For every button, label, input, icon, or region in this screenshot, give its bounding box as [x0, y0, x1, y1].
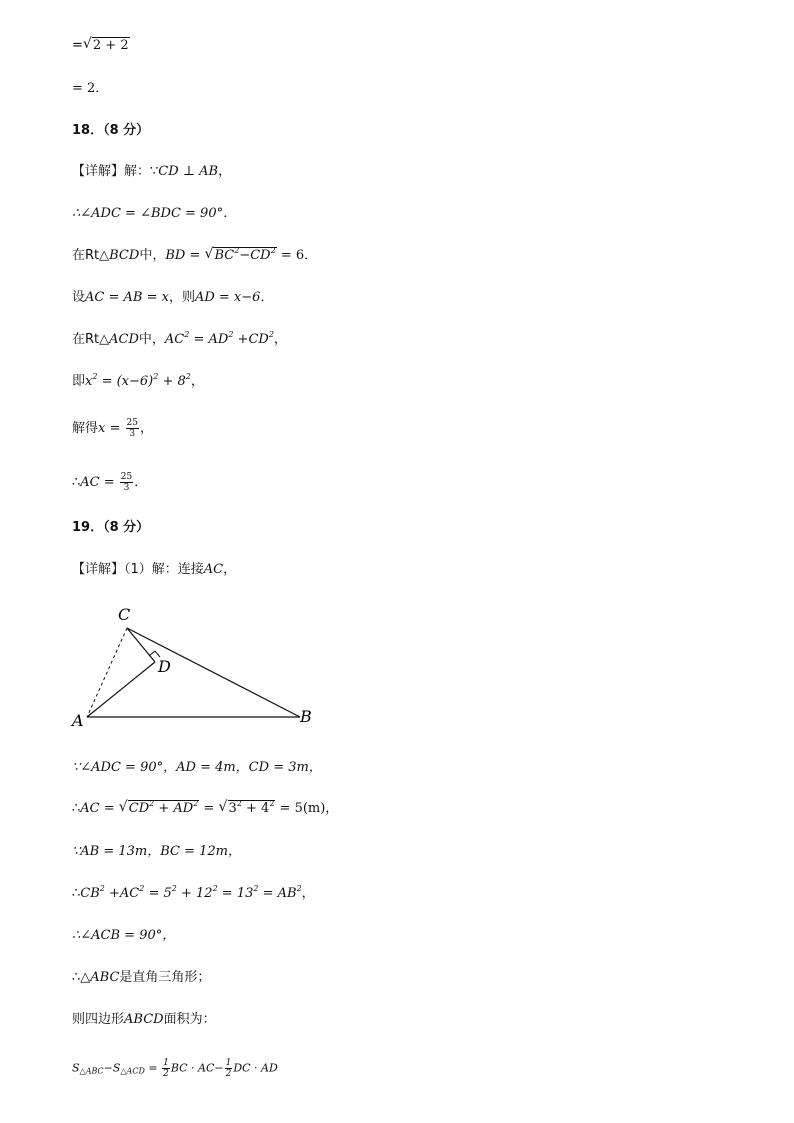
- q19-step-5: $\therefore CB^2 +AC^2 = 5^2 + 12^2 = 13^2 = AB^2$，: [72, 884, 315, 901]
- q19-step-3: ∴AC = √ $CD^2 + AD^2$ = √ $3^2 + 4^2 = 5(m)$，: [72, 801, 338, 817]
- vertex-label-c: C: [118, 605, 131, 624]
- q19-step-7: ∴△ABC是直角三角形；: [72, 970, 211, 985]
- q18-step-6: 即$x^2 = (x-6)^2 + 8^2$，: [72, 372, 204, 389]
- vertex-label-b: B: [300, 707, 312, 726]
- question-19-header: 19．（8 分）: [72, 520, 150, 535]
- q18-step-4: 设AC = AB = x，则AD = x−6．: [72, 290, 274, 305]
- q19-step-2: ∵∠ADC = 90°，AD = 4m，CD = 3m，: [72, 760, 322, 775]
- eq-line-1: =√ 2 + 2: [72, 38, 130, 54]
- q19-step-6: ∴∠ACB = 90°，: [72, 928, 176, 943]
- q18-step-8: ∴AC = $\frac{25}{3}$ ．: [72, 472, 148, 493]
- q18-step-5: 在Rt△ACD中，$AC^2 = AD^2 +CD^2$，: [72, 330, 287, 347]
- vertex-label-a: A: [72, 711, 84, 730]
- eq-line-2: = 2．: [72, 81, 109, 96]
- vertex-label-d: D: [158, 657, 171, 676]
- q18-step-1: 【详解】解：∵CD ⊥ AB，: [72, 164, 232, 179]
- triangle-figure: [60, 600, 330, 740]
- q18-step-3: 在Rt△BCD中，BD = √ $BC^2-CD^2 = 6$．: [72, 248, 317, 264]
- segment-cd: [127, 628, 155, 662]
- segment-da: [87, 662, 155, 717]
- segment-cb: [127, 628, 300, 717]
- dashed-segment-ac: [87, 628, 127, 717]
- q19-step-1: 【详解】（1）解：连接AC，: [72, 562, 237, 577]
- q19-step-4: ∵AB = 13m，BC = 12m，: [72, 844, 242, 859]
- question-18-header: 18．（8 分）: [72, 123, 150, 138]
- q18-step-7: 解得x = $\frac{25}{3}$ ，: [72, 418, 153, 439]
- q19-step-8: 则四边形ABCD面积为：: [72, 1012, 216, 1027]
- q19-step-9: $S_{\triangle ABC}-S_{\triangle ACD}$ = $\frac{1}{2}$ BC · AC− $\frac{1}{2}$ DC · AD: [72, 1058, 278, 1079]
- q18-step-2: ∴∠ADC = ∠BDC = 90°．: [72, 206, 237, 221]
